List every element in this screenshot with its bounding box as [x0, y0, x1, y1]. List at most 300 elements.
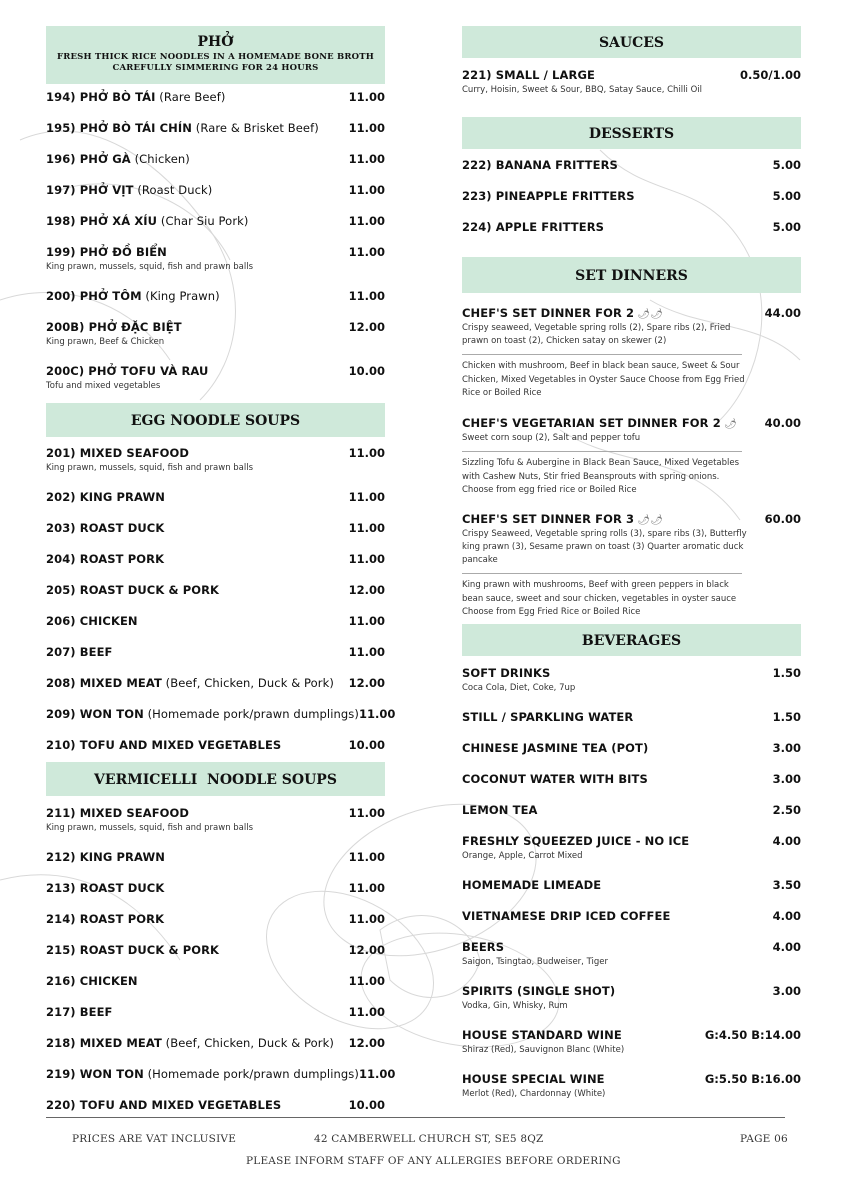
chili-icon: 🌶🌶 [634, 309, 664, 320]
egg-noodle-title: EGG NOODLE SOUPS [130, 413, 301, 429]
item-name [462, 803, 538, 817]
menu-item [462, 306, 801, 416]
menu-item-row [46, 614, 385, 628]
menu-item [46, 1005, 385, 1036]
menu-item [46, 707, 396, 738]
menu-item [462, 1028, 801, 1072]
item-price: 1.50 [772, 710, 801, 724]
footer-address: 42 CAMBERWELL CHURCH ST, SE5 8QZ [314, 1133, 544, 1145]
egg-noodle-list [46, 446, 396, 769]
menu-item [46, 521, 385, 552]
item-name [462, 220, 604, 234]
item-name [462, 1028, 622, 1042]
right-column [462, 26, 801, 1099]
item-name-text: 201) MIXED SEAFOOD [46, 446, 190, 460]
item-name-text: LEMON TEA [462, 803, 538, 817]
item-name-text: 206) CHICKEN [46, 614, 138, 628]
menu-item [46, 183, 385, 214]
item-name [46, 912, 164, 926]
item-price: 3.50 [772, 878, 801, 892]
menu-item-row [46, 183, 385, 197]
item-name [462, 68, 595, 82]
set-dinners-list [462, 306, 801, 624]
item-name-text: 215) ROAST DUCK & PORK [46, 943, 220, 957]
item-name [46, 614, 138, 628]
item-name-text: CHEF'S SET DINNER FOR 3 [462, 512, 635, 526]
item-name-text: CHINESE JASMINE TEA (POT) [462, 741, 649, 755]
menu-item [46, 645, 385, 676]
menu-item-row [46, 912, 385, 926]
menu-item-row [46, 289, 385, 303]
item-description: Saigon, Tsingtao, Budweiser, Tiger [462, 957, 608, 967]
item-description: Crispy seaweed, Vegetable spring rolls (2), Spare ribs (2), Fried prawn on toast (2), Chicken satay on skewer (2) [462, 323, 731, 346]
menu-item [462, 666, 801, 710]
menu-item-row [462, 710, 801, 724]
menu-item-row [46, 974, 385, 988]
menu-item-row [46, 364, 385, 378]
item-price: 11.00 [348, 552, 385, 566]
menu-item-row [462, 189, 801, 203]
menu-item-row [46, 521, 385, 535]
menu-item [462, 512, 801, 624]
menu-item [46, 121, 385, 152]
menu-item [46, 364, 385, 404]
item-name [46, 289, 220, 303]
item-price: 2.50 [772, 803, 801, 817]
footer-divider [46, 1117, 785, 1118]
item-price: 11.00 [348, 490, 385, 504]
item-price: G:5.50 B:16.00 [704, 1072, 801, 1086]
item-name-text: COCONUT WATER WITH BITS [462, 772, 648, 786]
item-note: (Rare Beef) [155, 90, 226, 104]
item-separator [462, 354, 742, 355]
item-name-text: BEERS [462, 940, 505, 954]
item-description: Sweet corn soup (2), Salt and pepper tofu [462, 433, 641, 443]
menu-item [462, 909, 801, 940]
item-name [462, 416, 737, 430]
item-name-text: 195) PHỞ BÒ TÁI CHÍN [46, 121, 193, 135]
item-name [462, 1072, 605, 1086]
item-name [46, 583, 219, 597]
item-name-text: 200) PHỞ TÔM [46, 289, 142, 303]
item-name [46, 676, 334, 690]
item-name [462, 741, 648, 755]
desserts-title: DESSERTS [588, 126, 675, 142]
item-price: 11.00 [348, 289, 385, 303]
item-price: 11.00 [348, 850, 385, 864]
menu-item-row [462, 772, 801, 786]
item-name [46, 552, 164, 566]
item-note: (Roast Duck) [133, 183, 213, 197]
menu-item-row [46, 152, 385, 166]
item-name-text: SOFT DRINKS [462, 666, 551, 680]
pho-subtitle-1: FRESH THICK RICE NOODLES IN A HOMEMADE BONE BROTH [56, 52, 375, 62]
item-name [46, 707, 359, 721]
menu-item-row [46, 645, 385, 659]
item-price: 11.00 [348, 1005, 385, 1019]
menu-item [46, 90, 385, 121]
menu-item-row [462, 512, 801, 526]
item-name [462, 984, 615, 998]
item-name [46, 521, 164, 535]
item-name [46, 183, 212, 197]
item-name [46, 245, 167, 259]
item-name [46, 152, 190, 166]
item-name [46, 881, 164, 895]
item-name-text: 203) ROAST DUCK [46, 521, 165, 535]
menu-item [46, 490, 385, 521]
item-price: 5.00 [772, 158, 801, 172]
menu-item [46, 245, 385, 289]
vermicelli-header [46, 762, 385, 796]
item-name-text: STILL / SPARKLING WATER [462, 710, 634, 724]
menu-item-row [46, 583, 385, 597]
menu-item [46, 1036, 385, 1067]
item-name [462, 189, 635, 203]
menu-item [462, 68, 801, 108]
item-price: 60.00 [764, 512, 801, 526]
menu-item-row [462, 834, 801, 848]
item-name [46, 974, 138, 988]
sauces-header [462, 26, 801, 58]
item-name-text: CHEF'S SET DINNER FOR 2 [462, 306, 635, 320]
pho-header [46, 26, 385, 84]
chili-icon: 🌶🌶 [634, 515, 664, 526]
menu-item-row [462, 158, 801, 172]
menu-item-row [46, 1098, 385, 1112]
menu-item [462, 1072, 801, 1112]
menu-item [46, 912, 385, 943]
menu-item-row [462, 1028, 801, 1042]
item-name-text: 202) KING PRAWN [46, 490, 165, 504]
item-name [462, 158, 618, 172]
item-price: 11.00 [348, 245, 385, 259]
item-price: 12.00 [348, 1036, 385, 1050]
item-name [462, 306, 663, 320]
footer-vat: PRICES ARE VAT INCLUSIVE [72, 1133, 237, 1145]
menu-item-row [46, 245, 385, 259]
menu-item-row [46, 1005, 385, 1019]
beverages-title: BEVERAGES [581, 633, 682, 649]
item-price: 4.00 [772, 940, 801, 954]
item-name-text: FRESHLY SQUEEZED JUICE - NO ICE [462, 834, 690, 848]
menu-item-row [46, 676, 385, 690]
item-name-text: 218) MIXED MEAT [46, 1036, 162, 1050]
item-name-text: 207) BEEF [46, 645, 113, 659]
item-price: 40.00 [764, 416, 801, 430]
item-description: King prawn, mussels, squid, fish and prawn balls [46, 463, 254, 473]
item-note: (King Prawn) [141, 289, 220, 303]
menu-item [462, 834, 801, 878]
item-name [46, 446, 189, 460]
item-price: 11.00 [348, 614, 385, 628]
item-name [462, 940, 504, 954]
desserts-header [462, 117, 801, 149]
menu-item-row [462, 940, 801, 954]
menu-item [46, 320, 385, 364]
menu-item-row [46, 490, 385, 504]
item-description-main-courses: King prawn with mushrooms, Beef with green peppers in black bean sauce, sweet and sour chicken, vegetables in oyster sauce Choose from Egg Fried Rice or Boiled Rice [462, 580, 737, 617]
left-column [46, 26, 396, 1112]
item-name-text: 222) BANANA FRITTERS [462, 158, 618, 172]
menu-item [462, 772, 801, 803]
menu-item-row [462, 984, 801, 998]
menu-item [46, 289, 385, 320]
menu-item-row [462, 68, 801, 82]
item-price: 11.00 [348, 121, 385, 135]
item-description-main-courses: Chicken with mushroom, Beef in black bean sauce, Sweet & Sour Chicken, Mixed Vegetables in Oyster Sauce Choose from Egg Fried Rice or Boiled Rice [462, 361, 745, 398]
menu-item [46, 552, 385, 583]
item-note: (Beef, Chicken, Duck & Pork) [161, 1036, 334, 1050]
menu-item-row [46, 738, 385, 752]
item-name-text: 217) BEEF [46, 1005, 113, 1019]
menu-item [46, 974, 385, 1005]
item-name-text: 216) CHICKEN [46, 974, 138, 988]
item-price: 11.00 [348, 881, 385, 895]
item-name [46, 806, 189, 820]
menu-item [46, 1098, 385, 1129]
item-price: 10.00 [348, 364, 385, 378]
menu-item [46, 676, 385, 707]
menu-item-row [46, 707, 396, 721]
item-name-text: 194) PHỞ BÒ TÁI [46, 90, 156, 104]
item-description: Crispy Seaweed, Vegetable spring rolls (3), spare ribs (3), Butterfly king prawn (3), Sesame prawn on toast (3) Quarter aromatic duck pancake [462, 529, 747, 565]
menu-item [462, 984, 801, 1028]
menu-item [46, 446, 385, 490]
item-name [462, 512, 663, 526]
item-name-text: VIETNAMESE DRIP ICED COFFEE [462, 909, 671, 923]
menu-item-row [462, 416, 801, 430]
menu-item-row [46, 806, 385, 820]
menu-item [462, 189, 801, 220]
item-name [46, 320, 182, 334]
menu-item-row [462, 1072, 801, 1086]
item-name [46, 1005, 113, 1019]
item-name-text: 199) PHỞ ĐỒ BIỂN [46, 245, 167, 259]
item-note: (Homemade pork/prawn dumplings) [143, 707, 359, 721]
item-name-text: CHEF'S VEGETARIAN SET DINNER FOR 2 [462, 416, 721, 430]
item-name [46, 490, 165, 504]
beverages-header [462, 624, 801, 656]
item-name [462, 666, 550, 680]
menu-item [46, 850, 385, 881]
vermicelli-title: VERMICELLI NOODLE SOUPS [94, 772, 337, 788]
menu-item-row [46, 552, 385, 566]
menu-item-row [462, 666, 801, 680]
item-name [462, 834, 689, 848]
menu-item [46, 152, 385, 183]
item-name-text: 223) PINEAPPLE FRITTERS [462, 189, 635, 203]
item-price: 5.00 [772, 189, 801, 203]
menu-item [46, 943, 385, 974]
menu-item-row [46, 943, 385, 957]
item-note: (Chicken) [130, 152, 190, 166]
item-price: 5.00 [772, 220, 801, 234]
menu-item-row [462, 803, 801, 817]
item-note: (Char Siu Pork) [157, 214, 249, 228]
item-name-text: 220) TOFU AND MIXED VEGETABLES [46, 1098, 282, 1112]
menu-item [462, 878, 801, 909]
item-price: 11.00 [348, 806, 385, 820]
menu-item-row [462, 878, 801, 892]
item-price: 4.00 [772, 909, 801, 923]
item-price: 10.00 [348, 1098, 385, 1112]
item-name-text: SPIRITS (SINGLE SHOT) [462, 984, 616, 998]
item-price: 0.50/1.00 [740, 68, 801, 82]
item-name-text: 211) MIXED SEAFOOD [46, 806, 190, 820]
item-description: Vodka, Gin, Whisky, Rum [462, 1001, 568, 1011]
item-price: 11.00 [348, 521, 385, 535]
item-price: 11.00 [348, 152, 385, 166]
chili-icon: 🌶 [720, 419, 737, 430]
menu-item [46, 881, 385, 912]
menu-item [462, 741, 801, 772]
item-name [46, 850, 165, 864]
item-price: 11.00 [348, 183, 385, 197]
item-description: King prawn, mussels, squid, fish and prawn balls [46, 262, 254, 272]
menu-item [46, 1067, 396, 1098]
item-name-text: 200C) PHỞ TOFU VÀ RAU [46, 364, 209, 378]
item-price: 3.00 [772, 772, 801, 786]
menu-item-row [462, 741, 801, 755]
item-name-text: 219) WON TON [46, 1067, 144, 1081]
menu-item-row [46, 90, 385, 104]
item-price: 11.00 [358, 1067, 396, 1081]
item-name [462, 772, 648, 786]
menu-item [462, 940, 801, 984]
item-description: Merlot (Red), Chardonnay (White) [462, 1089, 606, 1099]
menu-item-row [46, 320, 385, 334]
menu-item [46, 583, 385, 614]
menu-item [462, 710, 801, 741]
item-separator [462, 573, 742, 574]
menu-item [462, 158, 801, 189]
item-price: 3.00 [772, 984, 801, 998]
item-name-text: 214) ROAST PORK [46, 912, 165, 926]
footer-allergy-notice: PLEASE INFORM STAFF OF ANY ALLERGIES BEFORE ORDERING [246, 1155, 621, 1167]
item-name-text: HOUSE SPECIAL WINE [462, 1072, 605, 1086]
item-name [46, 1036, 334, 1050]
sauces-list [462, 68, 801, 108]
item-price: 11.00 [348, 214, 385, 228]
item-price: 12.00 [348, 320, 385, 334]
item-description: Curry, Hoisin, Sweet & Sour, BBQ, Satay Sauce, Chilli Oil [462, 85, 703, 95]
item-description: Tofu and mixed vegetables [46, 381, 161, 391]
item-description: Orange, Apple, Carrot Mixed [462, 851, 583, 861]
item-name [46, 1098, 281, 1112]
pho-list [46, 90, 385, 404]
item-name-text: 212) KING PRAWN [46, 850, 165, 864]
item-price: 10.00 [348, 738, 385, 752]
item-name-text: 224) APPLE FRITTERS [462, 220, 605, 234]
menu-item [46, 214, 385, 245]
item-price: 11.00 [348, 974, 385, 988]
item-description: King prawn, Beef & Chicken [46, 337, 165, 347]
menu-item-row [46, 850, 385, 864]
set-dinners-header [462, 257, 801, 293]
menu-item-row [46, 214, 385, 228]
item-name-text: 196) PHỞ GÀ [46, 152, 131, 166]
item-note: (Rare & Brisket Beef) [192, 121, 319, 135]
menu-item-row [46, 446, 385, 460]
egg-noodle-header [46, 403, 385, 437]
item-description: Shiraz (Red), Sauvignon Blanc (White) [462, 1045, 625, 1055]
item-name-text: 198) PHỞ XÁ XÍU [46, 214, 158, 228]
item-price: 4.00 [772, 834, 801, 848]
item-note: (Homemade pork/prawn dumplings) [143, 1067, 359, 1081]
menu-item [462, 416, 801, 512]
item-name [462, 710, 633, 724]
item-name [462, 909, 670, 923]
item-price: 44.00 [764, 306, 801, 320]
item-price: 11.00 [348, 912, 385, 926]
item-name [462, 878, 601, 892]
menu-item-row [462, 220, 801, 234]
item-name-text: 209) WON TON [46, 707, 144, 721]
item-name-text: 213) ROAST DUCK [46, 881, 165, 895]
beverages-list [462, 666, 801, 1112]
item-name [46, 364, 209, 378]
menu-item-row [46, 1036, 385, 1050]
item-name-text: 200B) PHỞ ĐẶC BIỆT [46, 320, 182, 334]
item-description: King prawn, mussels, squid, fish and prawn balls [46, 823, 254, 833]
item-name-text: 210) TOFU AND MIXED VEGETABLES [46, 738, 282, 752]
menu-item [46, 806, 385, 850]
menu-item-row [462, 306, 801, 320]
item-note: (Beef, Chicken, Duck & Pork) [161, 676, 334, 690]
item-name [46, 1067, 359, 1081]
vermicelli-list [46, 806, 396, 1129]
item-name-text: HOUSE STANDARD WINE [462, 1028, 622, 1042]
menu-item [462, 220, 801, 251]
item-name-text: 208) MIXED MEAT [46, 676, 162, 690]
item-price: 12.00 [348, 583, 385, 597]
desserts-list [462, 158, 801, 251]
item-description: Coca Cola, Diet, Coke, 7up [462, 683, 576, 693]
item-price: 1.50 [772, 666, 801, 680]
item-name [46, 214, 249, 228]
pho-title: PHỞ [197, 34, 234, 50]
item-price: 11.00 [348, 446, 385, 460]
item-price: 12.00 [348, 943, 385, 957]
item-name [46, 943, 219, 957]
item-name [46, 645, 113, 659]
item-name [46, 121, 319, 135]
menu-item-row [462, 909, 801, 923]
item-price: 11.00 [358, 707, 396, 721]
menu-item-row [46, 1067, 396, 1081]
item-name [46, 90, 225, 104]
menu-item-row [46, 121, 385, 135]
item-name-text: 221) SMALL / LARGE [462, 68, 595, 82]
item-name-text: 205) ROAST DUCK & PORK [46, 583, 220, 597]
item-name-text: 204) ROAST PORK [46, 552, 165, 566]
set-dinners-title: SET DINNERS [575, 268, 688, 284]
footer-page-number: PAGE 06 [740, 1133, 788, 1145]
item-separator [462, 451, 742, 452]
item-name-text: 197) PHỞ VỊT [46, 183, 134, 197]
item-description-main-courses: Sizzling Tofu & Aubergine in Black Bean Sauce, Mixed Vegetables with Cashew Nuts, Stir fried Beansprouts with spring onions. Choose from egg fried rice or Boiled Rice [462, 458, 740, 495]
pho-subtitle-2: CAREFULLY SIMMERING FOR 24 HOURS [112, 63, 319, 73]
item-price: 12.00 [348, 676, 385, 690]
menu-item [462, 803, 801, 834]
item-name-text: HOMEMADE LIMEADE [462, 878, 602, 892]
item-price: G:4.50 B:14.00 [704, 1028, 801, 1042]
sauces-title: SAUCES [598, 35, 665, 51]
item-price: 3.00 [772, 741, 801, 755]
item-price: 11.00 [348, 645, 385, 659]
menu-item-row [46, 881, 385, 895]
